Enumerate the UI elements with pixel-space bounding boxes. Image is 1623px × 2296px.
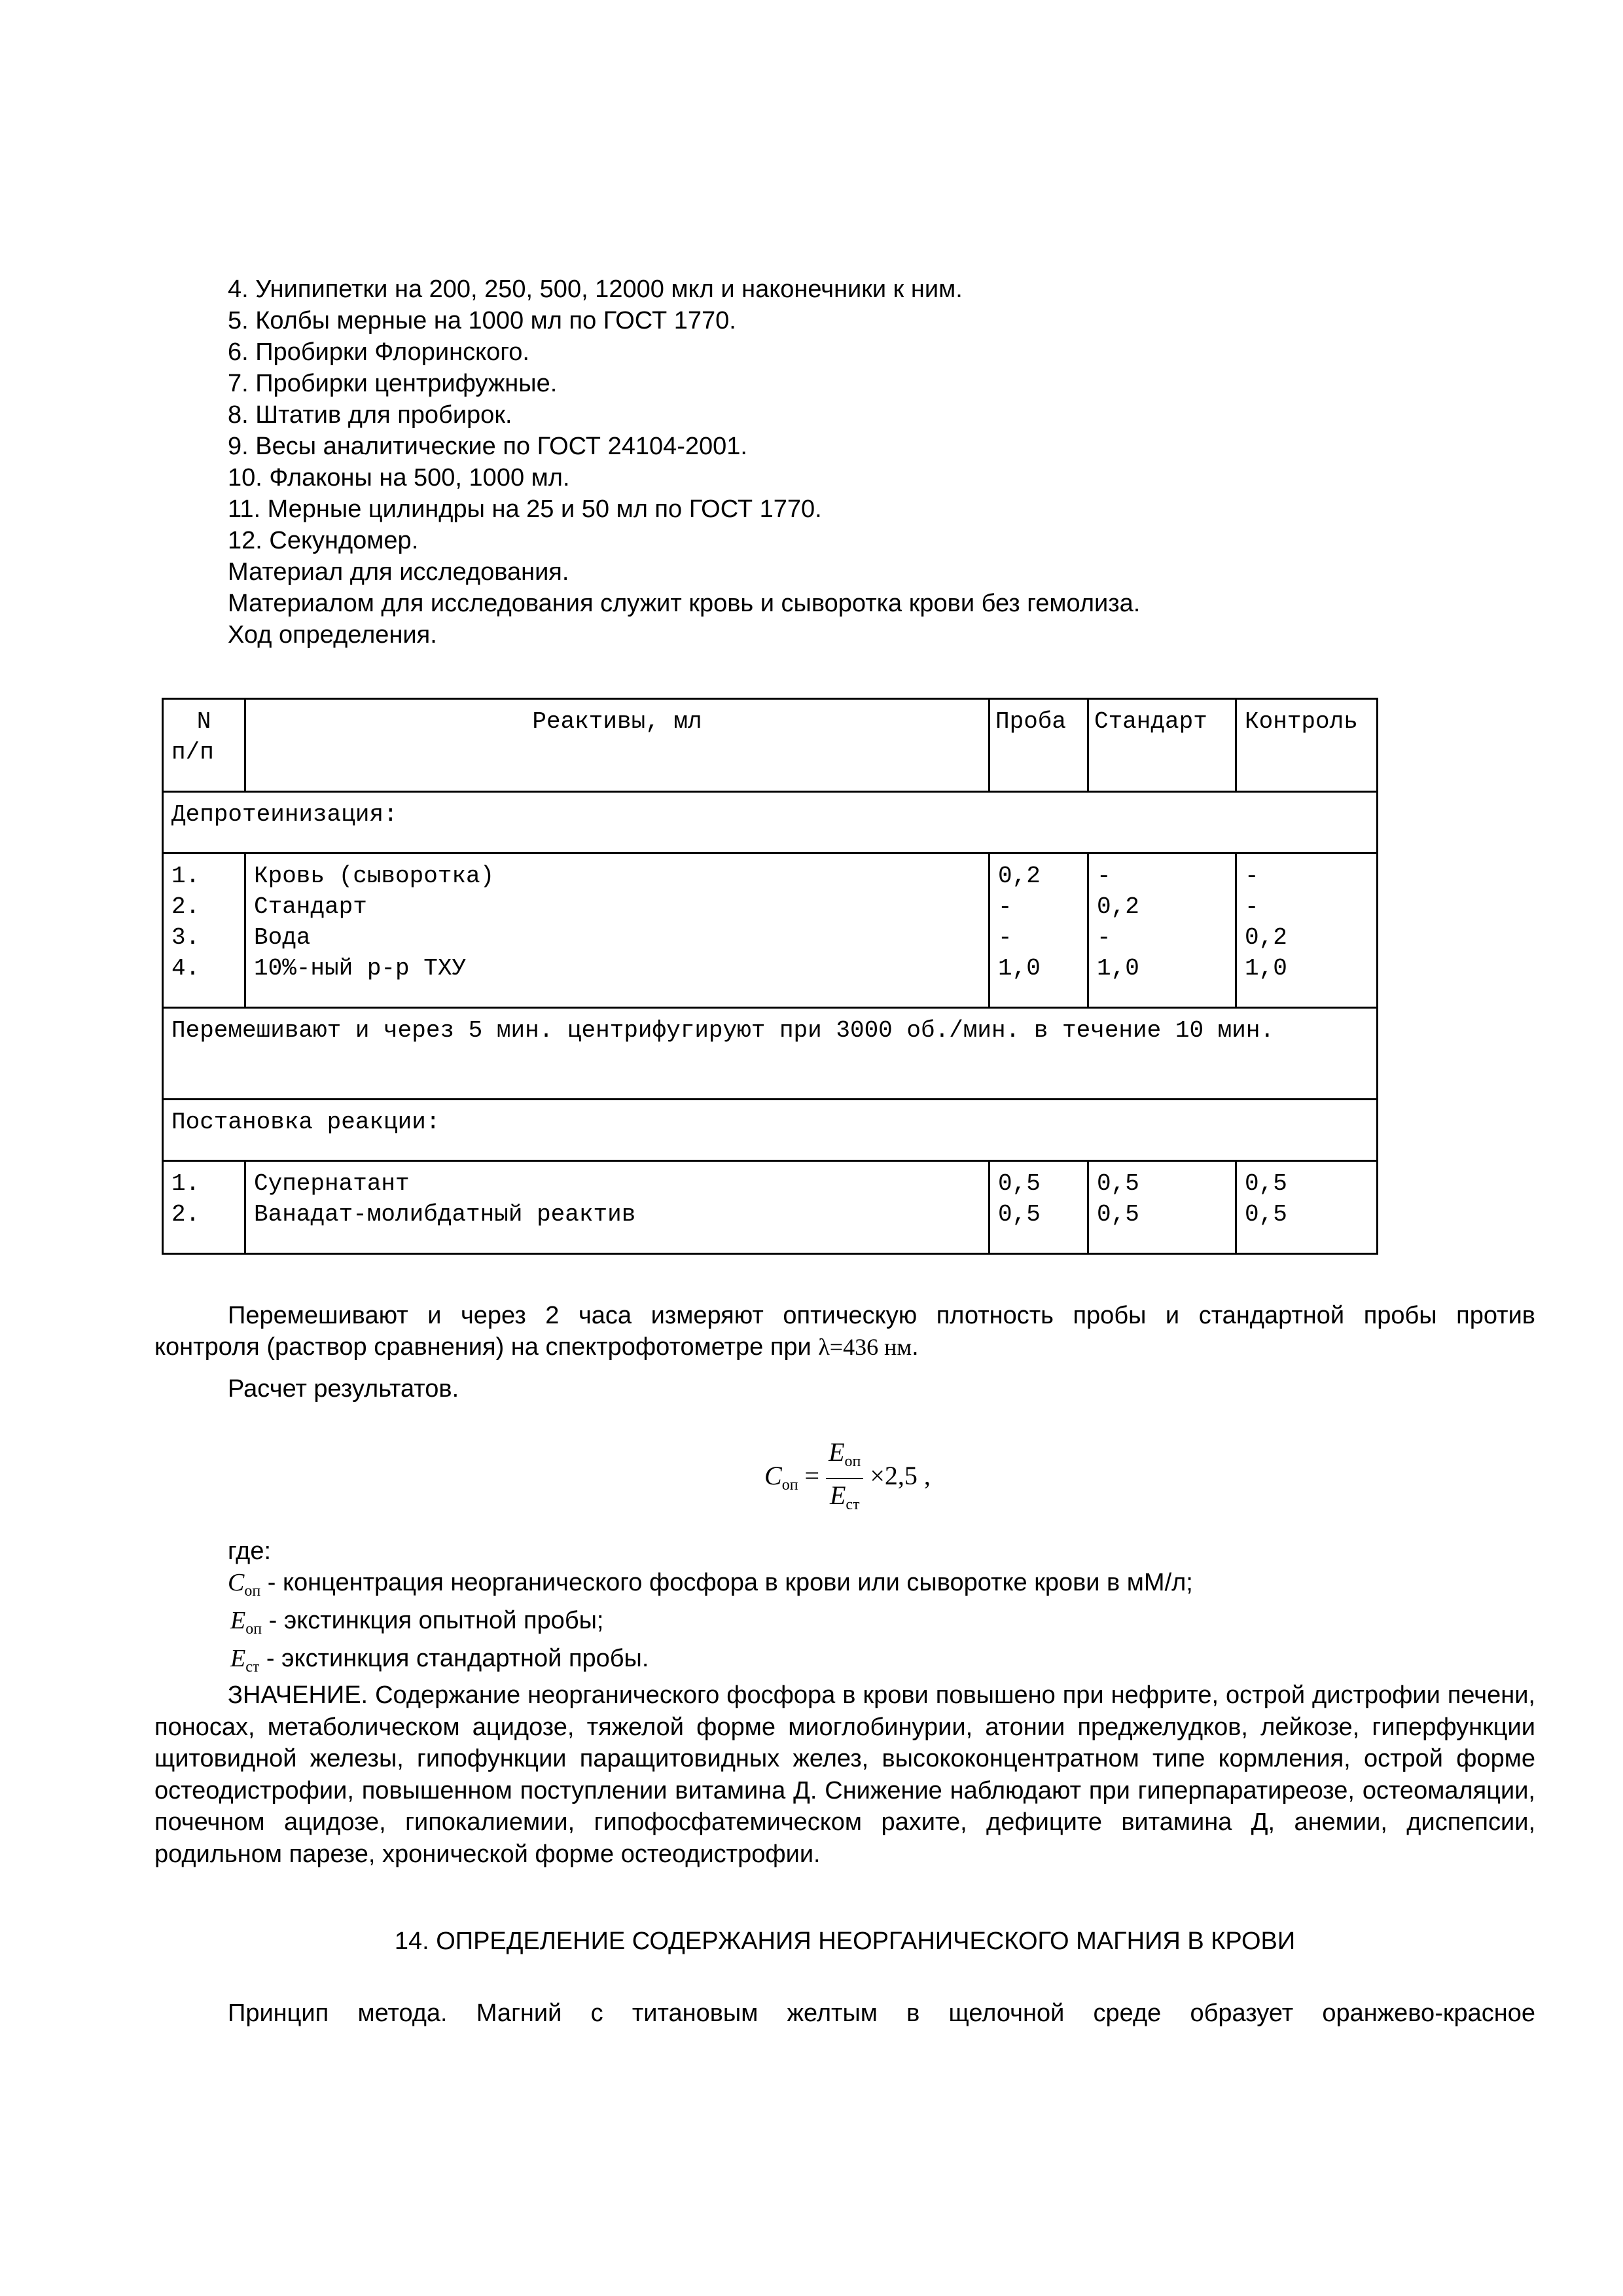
definition-e-st-symbol: E	[230, 1645, 246, 1672]
equipment-item-12: 12. Секундомер.	[228, 527, 419, 554]
section-title-reaction: Постановка реакции:	[163, 1100, 1378, 1161]
row-standard-values: 0,5 0,5	[1088, 1161, 1236, 1254]
row-reagents: Кровь (сыворотка) Стандарт Вода 10%-ный р-р ТХУ	[245, 853, 990, 1008]
formula-rest: ×2,5 ,	[870, 1461, 931, 1491]
row-sample-values: 0,2 - - 1,0	[990, 853, 1088, 1008]
header-sample: Проба	[990, 699, 1088, 792]
definition-c-sub: оп	[244, 1583, 261, 1600]
definition-e-op-text: - экстинкция опытной пробы;	[262, 1607, 604, 1634]
definition-c-text: - концентрация неорганического фосфора в крови или сыворотке крови в мМ/л;	[260, 1569, 1193, 1596]
formula-lhs-sub: оп	[781, 1477, 798, 1494]
principle-text: Принцип метода. Магний с титановым желтым в щелочной среде образует оранжево-красное	[228, 2000, 1535, 2027]
definition-c-symbol: C	[228, 1569, 245, 1596]
definition-e-st-text: - экстинкция стандартной пробы.	[259, 1645, 649, 1672]
equipment-item-6: 6. Пробирки Флоринского.	[228, 338, 529, 366]
equipment-item-10: 10. Флаконы на 500, 1000 мл.	[228, 464, 570, 492]
row-numbers: 1. 2.	[163, 1161, 245, 1254]
row-sample-values: 0,5 0,5	[990, 1161, 1088, 1254]
formula-den: E	[829, 1480, 846, 1510]
formula-fraction	[826, 1437, 863, 1520]
formula-lhs: C	[764, 1461, 782, 1491]
measure-text-line1: Перемешивают и через 2 часа измеряют оптическую плотность пробы и стандартной пробы против	[228, 1302, 1535, 1329]
header-standard: Стандарт	[1088, 699, 1236, 792]
section-heading: 14. ОПРЕДЕЛЕНИЕ СОДЕРЖАНИЯ НЕОРГАНИЧЕСКОГО МАГНИЯ В КРОВИ	[394, 1928, 1296, 1955]
section-title-deproteinization: Депротеинизация:	[163, 792, 1378, 853]
definition-e-op	[230, 1605, 603, 1645]
definition-e-st-sub: ст	[245, 1659, 260, 1676]
equipment-item-7: 7. Пробирки центрифужные.	[228, 370, 558, 397]
equipment-item-8: 8. Штатив для пробирок.	[228, 401, 512, 429]
equipment-item-11: 11. Мерные цилиндры на 25 и 50 мл по ГОСТ 1770.	[228, 495, 822, 523]
equipment-item-4: 4. Унипипетки на 200, 250, 500, 12000 мкл и наконечники к ним.	[228, 276, 963, 303]
measure-text-part: контроля (раствор сравнения) на спектрофотометре при	[154, 1333, 812, 1361]
significance-paragraph: ЗНАЧЕНИЕ. Содержание неорганического фосфора в крови повышено при нефрите, острой дистрофии печени, поносах, метаболическом ацидозе, тяжелой форме миоглобинурии, атонии преджелудков, лейкозе, гиперфункции щитовидной железы, гипофункции паращитовидных желез, высококонцентратном типе кормления, острой форме остеодистрофии, повышенном поступлении витамина Д. Снижение наблюдают при гиперпаратиреозе, остеомаляции, почечном ацидозе, гипокалиемии, гипофосфатемическом рахите, дефиците витамина Д, анемии, диспепсии, родильном парезе, хронической форме остеодистрофии.	[154, 1681, 1535, 1868]
formula-num: E	[829, 1437, 845, 1467]
section-row	[163, 792, 1378, 853]
equipment-item-5: 5. Колбы мерные на 1000 мл по ГОСТ 1770.	[228, 307, 736, 334]
row-control-values: 0,5 0,5	[1236, 1161, 1378, 1254]
calc-heading: Расчет результатов.	[228, 1375, 459, 1403]
formula-den-sub: ст	[846, 1496, 860, 1513]
material-text: Материалом для исследования служит кровь и сыворотка крови без гемолиза.	[228, 590, 1141, 617]
formula-equals: =	[804, 1461, 820, 1491]
wavelength: λ=436 нм	[818, 1334, 912, 1360]
mixing-note: Перемешивают и через 5 мин. центрифугируют при 3000 об./мин. в течение 10 мин.	[163, 1008, 1378, 1100]
section-row	[163, 1100, 1378, 1161]
definition-e-op-sub: оп	[245, 1621, 262, 1638]
row-control-values: - - 0,2 1,0	[1236, 853, 1378, 1008]
table-header-row	[163, 699, 1378, 792]
header-num: N п/п	[163, 699, 245, 792]
formula-num-sub: оп	[844, 1453, 861, 1470]
material-heading: Материал для исследования.	[228, 558, 569, 586]
mixing-note-row	[163, 1008, 1378, 1100]
procedure-heading: Ход определения.	[228, 621, 437, 649]
definition-e-op-symbol: E	[230, 1607, 246, 1634]
header-control: Контроль	[1236, 699, 1378, 792]
table-row	[163, 853, 1378, 1008]
row-reagents: Супернатант Ванадат-молибдатный реактив	[245, 1161, 990, 1254]
equipment-item-9: 9. Весы аналитические по ГОСТ 24104-2001.	[228, 433, 747, 460]
header-reagents: Реактивы, мл	[245, 699, 990, 792]
row-standard-values: - 0,2 - 1,0	[1088, 853, 1236, 1008]
row-numbers: 1. 2. 3. 4.	[163, 853, 245, 1008]
where-label: где:	[228, 1537, 272, 1565]
reagent-table	[162, 698, 1378, 1255]
measure-text-end: .	[912, 1333, 919, 1361]
definition-e-st	[230, 1643, 649, 1683]
measure-text-line2	[154, 1331, 919, 1363]
definition-c	[228, 1567, 1193, 1607]
table-row	[163, 1161, 1378, 1254]
formula	[764, 1437, 931, 1520]
